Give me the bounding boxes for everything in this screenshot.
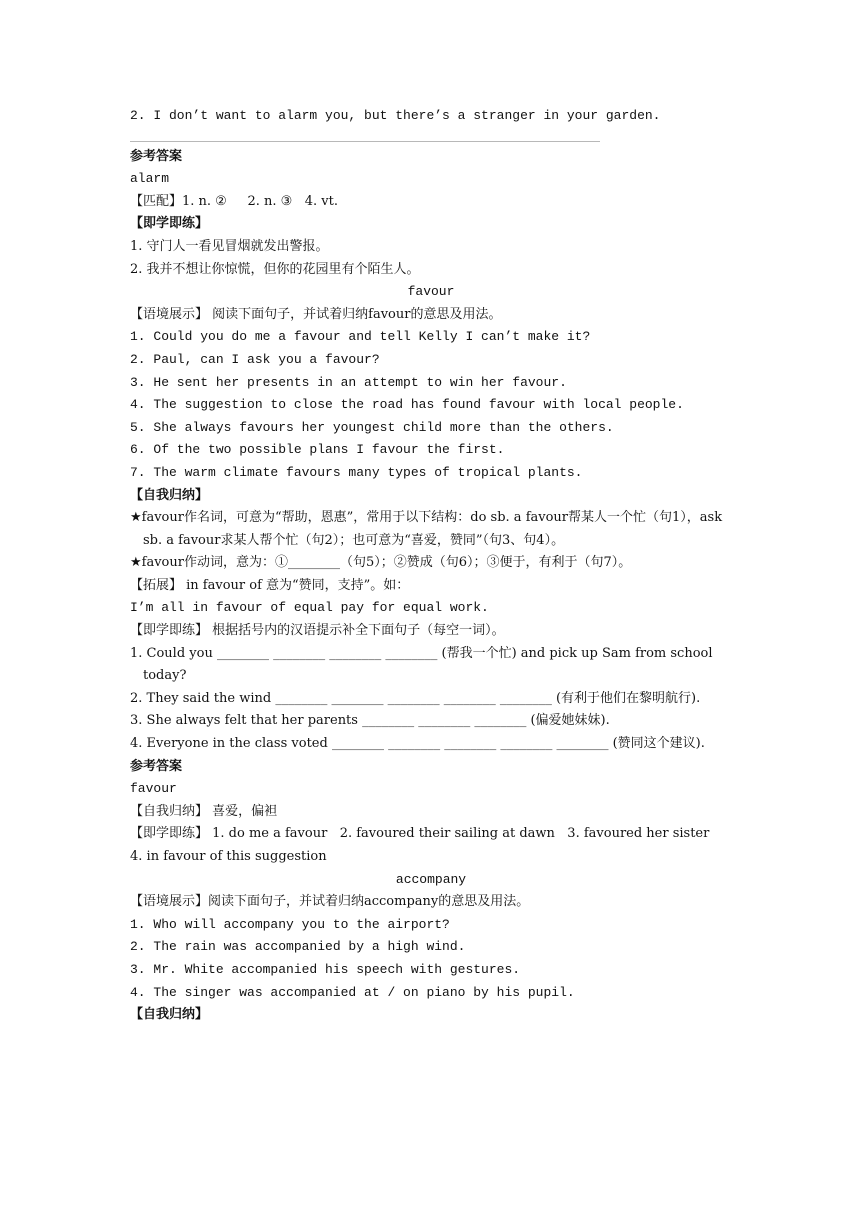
accompany-context-heading: 【语境展示】阅读下面句子，并试着归纳accompany的意思及用法。: [130, 894, 530, 910]
document-page: [130, 105, 732, 1027]
favour-sentence: 6. Of the two possible plans I favour the first.: [130, 442, 505, 458]
favour-summary-verb: ★favour作动词，意为：①________（句5）；②赞成（句6）；③便于，有利于（句7）。: [130, 555, 632, 571]
favour-practice-heading: 【即学即练】 根据括号内的汉语提示补全下面句子（每空一词）。: [130, 623, 505, 639]
favour-sentence: 4. The suggestion to close the road has found favour with local people.: [130, 397, 684, 413]
favour-sentence: 3. He sent her presents in an attempt to win her favour.: [130, 374, 567, 390]
favour-extend-example: I’m all in favour of equal pay for equal work.: [130, 600, 489, 616]
favour-answer-practice: 【即学即练】 1. do me a favour 2. favoured their sailing at dawn 3. favoured her sister 4. in favour of this suggestion: [130, 826, 722, 864]
favour-sentence: 2. Paul, can I ask you a favour?: [130, 351, 380, 367]
accompany-sentence: 1. Who will accompany you to the airport?: [130, 916, 450, 932]
practice-heading: 【即学即练】: [130, 216, 209, 232]
accompany-sentence: 2. The rain was accompanied by a high wind.: [130, 939, 466, 955]
summary-heading: 【自我归纳】: [130, 1007, 209, 1023]
answer-heading: 参考答案: [130, 758, 183, 774]
favour-practice-item: 4. Everyone in the class voted ________ ________ ________ ________ ________ (赞同这个建议).: [130, 736, 705, 752]
answer-word-alarm: alarm: [130, 171, 170, 187]
favour-extend: 【拓展】 in favour of 意为“赞同，支持”。如：: [130, 577, 410, 593]
favour-sentence: 7. The warm climate favours many types of tropical plants.: [130, 464, 583, 480]
answer-heading: 参考答案: [130, 148, 183, 164]
favour-practice-item: 2. They said the wind ________ ________ ________ ________ ________ (有利于他们在黎明航行).: [130, 690, 701, 706]
answer-blank-line: [130, 128, 600, 142]
summary-heading: 【自我归纳】: [130, 487, 209, 503]
alarm-exercise-line-2: 2. I don’t want to alarm you, but there’s a stranger in your garden.: [130, 108, 661, 123]
section-title-accompany: accompany: [395, 871, 467, 887]
favour-context-heading: 【语境展示】 阅读下面句子，并试着归纳favour的意思及用法。: [130, 306, 502, 322]
favour-answer-summary: 【自我归纳】 喜爱，偏袒: [130, 803, 278, 819]
favour-practice-item: 1. Could you ________ ________ ________ ________ (帮我一个忙) and pick up Sam from school today?: [130, 645, 713, 684]
accompany-sentence: 4. The singer was accompanied at / on piano by his pupil.: [130, 984, 575, 1000]
answer-word-favour: favour: [130, 781, 177, 797]
alarm-answer-2: 2. 我并不想让你惊慌，但你的花园里有个陌生人。: [130, 261, 420, 277]
favour-practice-item: 3. She always felt that her parents ________ ________ ________ (偏爱她妹妹).: [130, 713, 610, 729]
accompany-sentence: 3. Mr. White accompanied his speech with gestures.: [130, 961, 521, 977]
section-title-favour: favour: [407, 284, 455, 300]
favour-sentence: 1. Could you do me a favour and tell Kelly I can’t make it?: [130, 329, 591, 345]
alarm-answer-1: 1. 守门人一看见冒烟就发出警报。: [130, 238, 329, 254]
favour-sentence: 5. She always favours her youngest child more than the others.: [130, 419, 614, 435]
favour-summary-noun: ★favour作名词，可意为“帮助，恩惠”，常用于以下结构：do sb. a favour帮某人一个忙（句1），ask sb. a favour求某人帮个忙（句2）；也可意为“喜爱，赞同”（句3、句4）。: [130, 510, 723, 548]
alarm-match-answers: 【匹配】1. n. ② 2. n. ③ 4. vt.: [130, 193, 338, 209]
